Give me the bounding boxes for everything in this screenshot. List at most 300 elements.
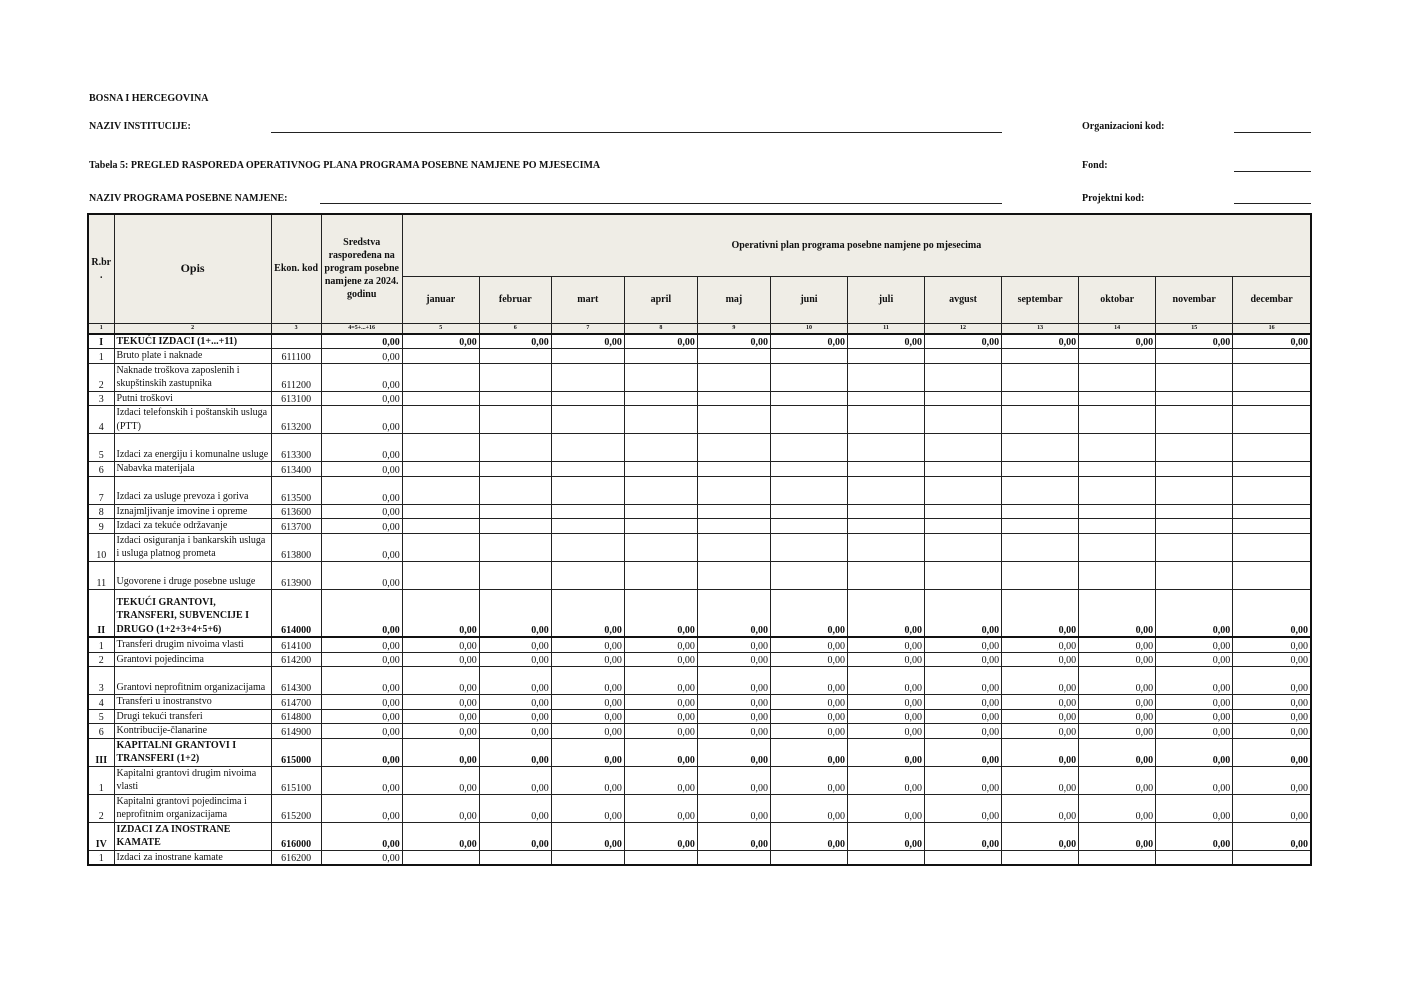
month-value-juni[interactable] bbox=[770, 349, 847, 364]
month-value-april[interactable]: 0,00 bbox=[624, 822, 697, 850]
month-value-septembar[interactable] bbox=[1002, 533, 1079, 561]
month-value-oktobar[interactable] bbox=[1079, 406, 1156, 434]
month-value-april[interactable]: 0,00 bbox=[624, 724, 697, 739]
month-value-januar[interactable] bbox=[402, 349, 479, 364]
month-value-oktobar[interactable]: 0,00 bbox=[1079, 766, 1156, 794]
month-value-septembar[interactable] bbox=[1002, 363, 1079, 391]
month-value-februar[interactable] bbox=[479, 363, 551, 391]
month-value-juli[interactable]: 0,00 bbox=[847, 667, 924, 695]
month-value-decembar[interactable] bbox=[1233, 462, 1311, 477]
month-value-mart[interactable]: 0,00 bbox=[551, 334, 624, 349]
month-value-novembar[interactable]: 0,00 bbox=[1156, 589, 1233, 637]
month-value-oktobar[interactable] bbox=[1079, 391, 1156, 406]
month-value-oktobar[interactable]: 0,00 bbox=[1079, 709, 1156, 724]
month-value-juli[interactable]: 0,00 bbox=[847, 822, 924, 850]
month-value-februar[interactable]: 0,00 bbox=[479, 738, 551, 766]
month-value-mart[interactable]: 0,00 bbox=[551, 667, 624, 695]
month-value-april[interactable]: 0,00 bbox=[624, 334, 697, 349]
month-value-mart[interactable]: 0,00 bbox=[551, 794, 624, 822]
month-value-avgust[interactable] bbox=[925, 406, 1002, 434]
month-value-juli[interactable]: 0,00 bbox=[847, 709, 924, 724]
month-value-januar[interactable] bbox=[402, 533, 479, 561]
month-value-juni[interactable] bbox=[770, 476, 847, 504]
month-value-avgust[interactable] bbox=[925, 363, 1002, 391]
month-value-januar[interactable] bbox=[402, 434, 479, 462]
month-value-septembar[interactable] bbox=[1002, 561, 1079, 589]
month-value-januar[interactable]: 0,00 bbox=[402, 822, 479, 850]
month-value-avgust[interactable]: 0,00 bbox=[925, 738, 1002, 766]
month-value-oktobar[interactable]: 0,00 bbox=[1079, 695, 1156, 710]
month-value-mart[interactable] bbox=[551, 533, 624, 561]
month-value-novembar[interactable]: 0,00 bbox=[1156, 667, 1233, 695]
month-value-maj[interactable]: 0,00 bbox=[697, 589, 770, 637]
annual-total: 0,00 bbox=[321, 504, 402, 519]
month-value-juli[interactable] bbox=[847, 349, 924, 364]
month-value-mart[interactable]: 0,00 bbox=[551, 709, 624, 724]
month-value-maj[interactable]: 0,00 bbox=[697, 652, 770, 667]
month-value-decembar[interactable]: 0,00 bbox=[1233, 334, 1311, 349]
month-value-mart[interactable] bbox=[551, 462, 624, 477]
month-value-avgust[interactable]: 0,00 bbox=[925, 637, 1002, 652]
month-value-januar[interactable]: 0,00 bbox=[402, 667, 479, 695]
month-header-septembar: septembar bbox=[1002, 276, 1079, 323]
month-value-juni[interactable]: 0,00 bbox=[770, 589, 847, 637]
month-value-avgust[interactable] bbox=[925, 561, 1002, 589]
month-value-mart[interactable]: 0,00 bbox=[551, 724, 624, 739]
month-value-avgust[interactable]: 0,00 bbox=[925, 822, 1002, 850]
month-value-oktobar[interactable]: 0,00 bbox=[1079, 822, 1156, 850]
month-value-oktobar[interactable]: 0,00 bbox=[1079, 738, 1156, 766]
month-value-oktobar[interactable] bbox=[1079, 533, 1156, 561]
month-value-juni[interactable] bbox=[770, 462, 847, 477]
fund-field-line[interactable] bbox=[1234, 171, 1311, 172]
month-value-novembar[interactable] bbox=[1156, 363, 1233, 391]
month-value-avgust[interactable] bbox=[925, 533, 1002, 561]
month-value-mart[interactable]: 0,00 bbox=[551, 822, 624, 850]
month-value-maj[interactable]: 0,00 bbox=[697, 667, 770, 695]
month-value-juni[interactable] bbox=[770, 561, 847, 589]
month-value-februar[interactable]: 0,00 bbox=[479, 794, 551, 822]
month-value-februar[interactable] bbox=[479, 476, 551, 504]
month-value-decembar[interactable] bbox=[1233, 391, 1311, 406]
month-value-mart[interactable]: 0,00 bbox=[551, 695, 624, 710]
month-value-oktobar[interactable] bbox=[1079, 349, 1156, 364]
month-value-decembar[interactable]: 0,00 bbox=[1233, 695, 1311, 710]
month-value-juni[interactable]: 0,00 bbox=[770, 652, 847, 667]
month-value-maj[interactable]: 0,00 bbox=[697, 724, 770, 739]
month-value-februar[interactable] bbox=[479, 533, 551, 561]
month-value-septembar[interactable]: 0,00 bbox=[1002, 724, 1079, 739]
month-value-septembar[interactable] bbox=[1002, 519, 1079, 534]
month-value-januar[interactable]: 0,00 bbox=[402, 794, 479, 822]
month-value-decembar[interactable] bbox=[1233, 434, 1311, 462]
month-value-juli[interactable] bbox=[847, 363, 924, 391]
month-value-septembar[interactable] bbox=[1002, 504, 1079, 519]
month-value-septembar[interactable]: 0,00 bbox=[1002, 794, 1079, 822]
month-value-april[interactable] bbox=[624, 476, 697, 504]
month-value-juni[interactable]: 0,00 bbox=[770, 738, 847, 766]
month-value-oktobar[interactable]: 0,00 bbox=[1079, 637, 1156, 652]
month-value-juni[interactable] bbox=[770, 391, 847, 406]
month-value-juni[interactable]: 0,00 bbox=[770, 724, 847, 739]
month-value-oktobar[interactable] bbox=[1079, 519, 1156, 534]
month-value-septembar[interactable] bbox=[1002, 434, 1079, 462]
month-value-juni[interactable] bbox=[770, 434, 847, 462]
month-value-januar[interactable] bbox=[402, 850, 479, 865]
month-value-maj[interactable] bbox=[697, 561, 770, 589]
month-value-juli[interactable]: 0,00 bbox=[847, 589, 924, 637]
month-value-avgust[interactable] bbox=[925, 850, 1002, 865]
month-value-juni[interactable]: 0,00 bbox=[770, 766, 847, 794]
month-value-februar[interactable]: 0,00 bbox=[479, 695, 551, 710]
month-value-novembar[interactable] bbox=[1156, 850, 1233, 865]
month-value-avgust[interactable]: 0,00 bbox=[925, 667, 1002, 695]
month-value-septembar[interactable] bbox=[1002, 476, 1079, 504]
month-value-novembar[interactable]: 0,00 bbox=[1156, 695, 1233, 710]
project-code-field-line[interactable] bbox=[1234, 203, 1311, 204]
month-value-novembar[interactable] bbox=[1156, 476, 1233, 504]
month-value-maj[interactable]: 0,00 bbox=[697, 334, 770, 349]
month-value-april[interactable]: 0,00 bbox=[624, 794, 697, 822]
month-value-novembar[interactable]: 0,00 bbox=[1156, 637, 1233, 652]
month-value-juli[interactable]: 0,00 bbox=[847, 766, 924, 794]
month-value-mart[interactable]: 0,00 bbox=[551, 637, 624, 652]
month-value-maj[interactable] bbox=[697, 363, 770, 391]
month-value-juli[interactable] bbox=[847, 533, 924, 561]
month-value-april[interactable]: 0,00 bbox=[624, 709, 697, 724]
month-value-septembar[interactable]: 0,00 bbox=[1002, 589, 1079, 637]
month-value-decembar[interactable]: 0,00 bbox=[1233, 794, 1311, 822]
month-value-juni[interactable] bbox=[770, 533, 847, 561]
institution-field-line[interactable] bbox=[271, 132, 1002, 133]
month-value-juni[interactable] bbox=[770, 406, 847, 434]
month-value-april[interactable]: 0,00 bbox=[624, 738, 697, 766]
month-value-oktobar[interactable] bbox=[1079, 434, 1156, 462]
month-value-septembar[interactable]: 0,00 bbox=[1002, 709, 1079, 724]
month-value-mart[interactable] bbox=[551, 391, 624, 406]
month-value-februar[interactable]: 0,00 bbox=[479, 637, 551, 652]
month-value-novembar[interactable] bbox=[1156, 504, 1233, 519]
month-value-juli[interactable] bbox=[847, 850, 924, 865]
month-value-oktobar[interactable]: 0,00 bbox=[1079, 652, 1156, 667]
month-value-januar[interactable]: 0,00 bbox=[402, 652, 479, 667]
month-value-juli[interactable]: 0,00 bbox=[847, 652, 924, 667]
month-value-juli[interactable]: 0,00 bbox=[847, 637, 924, 652]
row-description: Transferi drugim nivoima vlasti bbox=[114, 637, 271, 652]
month-value-novembar[interactable] bbox=[1156, 406, 1233, 434]
month-value-januar[interactable] bbox=[402, 519, 479, 534]
month-value-decembar[interactable] bbox=[1233, 533, 1311, 561]
program-name-field-line[interactable] bbox=[320, 203, 1002, 204]
month-value-februar[interactable] bbox=[479, 462, 551, 477]
month-value-decembar[interactable]: 0,00 bbox=[1233, 652, 1311, 667]
month-value-avgust[interactable]: 0,00 bbox=[925, 766, 1002, 794]
month-value-maj[interactable] bbox=[697, 349, 770, 364]
month-value-juli[interactable] bbox=[847, 391, 924, 406]
month-value-juni[interactable]: 0,00 bbox=[770, 794, 847, 822]
month-value-april[interactable]: 0,00 bbox=[624, 695, 697, 710]
month-value-decembar[interactable]: 0,00 bbox=[1233, 709, 1311, 724]
month-value-januar[interactable]: 0,00 bbox=[402, 738, 479, 766]
month-value-mart[interactable]: 0,00 bbox=[551, 652, 624, 667]
month-value-april[interactable] bbox=[624, 363, 697, 391]
month-value-januar[interactable] bbox=[402, 561, 479, 589]
month-value-oktobar[interactable]: 0,00 bbox=[1079, 724, 1156, 739]
month-value-maj[interactable]: 0,00 bbox=[697, 738, 770, 766]
month-value-februar[interactable] bbox=[479, 391, 551, 406]
month-value-juli[interactable] bbox=[847, 462, 924, 477]
month-value-decembar[interactable] bbox=[1233, 406, 1311, 434]
month-value-juli[interactable]: 0,00 bbox=[847, 738, 924, 766]
month-value-mart[interactable] bbox=[551, 349, 624, 364]
month-value-februar[interactable]: 0,00 bbox=[479, 652, 551, 667]
month-value-mart[interactable] bbox=[551, 519, 624, 534]
month-value-novembar[interactable]: 0,00 bbox=[1156, 794, 1233, 822]
month-value-januar[interactable] bbox=[402, 391, 479, 406]
month-value-maj[interactable] bbox=[697, 406, 770, 434]
month-value-februar[interactable] bbox=[479, 850, 551, 865]
month-value-septembar[interactable]: 0,00 bbox=[1002, 652, 1079, 667]
month-value-mart[interactable] bbox=[551, 561, 624, 589]
month-value-maj[interactable]: 0,00 bbox=[697, 822, 770, 850]
month-value-decembar[interactable] bbox=[1233, 561, 1311, 589]
month-value-novembar[interactable]: 0,00 bbox=[1156, 334, 1233, 349]
month-value-avgust[interactable] bbox=[925, 476, 1002, 504]
month-value-septembar[interactable]: 0,00 bbox=[1002, 637, 1079, 652]
month-value-septembar[interactable]: 0,00 bbox=[1002, 766, 1079, 794]
month-value-juni[interactable]: 0,00 bbox=[770, 334, 847, 349]
month-value-juni[interactable]: 0,00 bbox=[770, 822, 847, 850]
month-value-avgust[interactable] bbox=[925, 391, 1002, 406]
month-value-decembar[interactable] bbox=[1233, 850, 1311, 865]
month-value-septembar[interactable] bbox=[1002, 391, 1079, 406]
month-value-februar[interactable]: 0,00 bbox=[479, 589, 551, 637]
month-value-septembar[interactable]: 0,00 bbox=[1002, 695, 1079, 710]
month-value-decembar[interactable]: 0,00 bbox=[1233, 724, 1311, 739]
month-value-januar[interactable] bbox=[402, 462, 479, 477]
month-value-maj[interactable] bbox=[697, 462, 770, 477]
month-value-januar[interactable]: 0,00 bbox=[402, 637, 479, 652]
month-value-april[interactable] bbox=[624, 462, 697, 477]
month-value-maj[interactable]: 0,00 bbox=[697, 637, 770, 652]
month-value-maj[interactable]: 0,00 bbox=[697, 709, 770, 724]
month-value-oktobar[interactable] bbox=[1079, 476, 1156, 504]
month-value-april[interactable]: 0,00 bbox=[624, 589, 697, 637]
row-number: I bbox=[88, 334, 114, 349]
month-value-januar[interactable] bbox=[402, 406, 479, 434]
month-value-februar[interactable]: 0,00 bbox=[479, 766, 551, 794]
month-value-februar[interactable] bbox=[479, 434, 551, 462]
month-value-avgust[interactable]: 0,00 bbox=[925, 794, 1002, 822]
month-value-maj[interactable]: 0,00 bbox=[697, 766, 770, 794]
month-value-maj[interactable] bbox=[697, 434, 770, 462]
month-value-mart[interactable]: 0,00 bbox=[551, 766, 624, 794]
month-value-novembar[interactable]: 0,00 bbox=[1156, 766, 1233, 794]
month-value-maj[interactable] bbox=[697, 504, 770, 519]
month-value-april[interactable] bbox=[624, 406, 697, 434]
month-value-oktobar[interactable] bbox=[1079, 561, 1156, 589]
month-value-decembar[interactable]: 0,00 bbox=[1233, 589, 1311, 637]
month-value-novembar[interactable]: 0,00 bbox=[1156, 738, 1233, 766]
table-row bbox=[88, 504, 1311, 519]
month-value-avgust[interactable] bbox=[925, 434, 1002, 462]
month-value-novembar[interactable] bbox=[1156, 391, 1233, 406]
month-value-avgust[interactable]: 0,00 bbox=[925, 589, 1002, 637]
month-value-maj[interactable] bbox=[697, 850, 770, 865]
month-value-juli[interactable]: 0,00 bbox=[847, 695, 924, 710]
month-value-mart[interactable] bbox=[551, 434, 624, 462]
month-value-novembar[interactable] bbox=[1156, 561, 1233, 589]
month-value-februar[interactable] bbox=[479, 561, 551, 589]
month-value-maj[interactable] bbox=[697, 391, 770, 406]
month-value-oktobar[interactable]: 0,00 bbox=[1079, 794, 1156, 822]
month-value-februar[interactable]: 0,00 bbox=[479, 822, 551, 850]
month-value-april[interactable] bbox=[624, 349, 697, 364]
month-value-septembar[interactable]: 0,00 bbox=[1002, 822, 1079, 850]
month-value-oktobar[interactable]: 0,00 bbox=[1079, 334, 1156, 349]
month-value-februar[interactable] bbox=[479, 504, 551, 519]
month-value-juni[interactable] bbox=[770, 850, 847, 865]
month-value-avgust[interactable]: 0,00 bbox=[925, 709, 1002, 724]
month-value-februar[interactable] bbox=[479, 406, 551, 434]
month-value-avgust[interactable]: 0,00 bbox=[925, 695, 1002, 710]
month-value-avgust[interactable] bbox=[925, 504, 1002, 519]
month-value-februar[interactable]: 0,00 bbox=[479, 724, 551, 739]
month-value-septembar[interactable]: 0,00 bbox=[1002, 334, 1079, 349]
month-value-septembar[interactable]: 0,00 bbox=[1002, 667, 1079, 695]
month-value-septembar[interactable] bbox=[1002, 462, 1079, 477]
month-value-novembar[interactable]: 0,00 bbox=[1156, 652, 1233, 667]
month-value-avgust[interactable] bbox=[925, 462, 1002, 477]
row-description: Bruto plate i naknade bbox=[114, 349, 271, 364]
month-value-april[interactable] bbox=[624, 533, 697, 561]
month-value-mart[interactable] bbox=[551, 363, 624, 391]
month-value-maj[interactable] bbox=[697, 519, 770, 534]
month-value-novembar[interactable] bbox=[1156, 533, 1233, 561]
month-value-april[interactable]: 0,00 bbox=[624, 766, 697, 794]
month-value-decembar[interactable]: 0,00 bbox=[1233, 766, 1311, 794]
month-value-juni[interactable] bbox=[770, 363, 847, 391]
month-value-septembar[interactable] bbox=[1002, 850, 1079, 865]
month-value-mart[interactable] bbox=[551, 850, 624, 865]
month-value-decembar[interactable] bbox=[1233, 476, 1311, 504]
month-value-februar[interactable]: 0,00 bbox=[479, 334, 551, 349]
month-value-decembar[interactable] bbox=[1233, 349, 1311, 364]
month-value-april[interactable] bbox=[624, 519, 697, 534]
month-value-avgust[interactable]: 0,00 bbox=[925, 724, 1002, 739]
month-value-avgust[interactable] bbox=[925, 349, 1002, 364]
month-value-januar[interactable]: 0,00 bbox=[402, 695, 479, 710]
month-value-novembar[interactable]: 0,00 bbox=[1156, 709, 1233, 724]
month-value-juli[interactable] bbox=[847, 406, 924, 434]
month-value-maj[interactable]: 0,00 bbox=[697, 695, 770, 710]
month-value-juli[interactable] bbox=[847, 476, 924, 504]
month-value-decembar[interactable] bbox=[1233, 363, 1311, 391]
month-value-decembar[interactable]: 0,00 bbox=[1233, 637, 1311, 652]
month-value-februar[interactable] bbox=[479, 349, 551, 364]
month-value-juli[interactable] bbox=[847, 434, 924, 462]
month-value-oktobar[interactable] bbox=[1079, 462, 1156, 477]
month-value-decembar[interactable]: 0,00 bbox=[1233, 738, 1311, 766]
month-value-novembar[interactable]: 0,00 bbox=[1156, 724, 1233, 739]
month-value-maj[interactable]: 0,00 bbox=[697, 794, 770, 822]
month-value-mart[interactable]: 0,00 bbox=[551, 589, 624, 637]
month-value-april[interactable]: 0,00 bbox=[624, 637, 697, 652]
month-value-avgust[interactable]: 0,00 bbox=[925, 334, 1002, 349]
month-value-april[interactable]: 0,00 bbox=[624, 652, 697, 667]
month-value-novembar[interactable]: 0,00 bbox=[1156, 822, 1233, 850]
month-value-april[interactable] bbox=[624, 850, 697, 865]
month-value-juli[interactable]: 0,00 bbox=[847, 724, 924, 739]
month-value-april[interactable] bbox=[624, 391, 697, 406]
month-value-oktobar[interactable] bbox=[1079, 850, 1156, 865]
month-value-juli[interactable] bbox=[847, 519, 924, 534]
month-value-septembar[interactable]: 0,00 bbox=[1002, 738, 1079, 766]
month-value-januar[interactable] bbox=[402, 476, 479, 504]
month-value-juni[interactable] bbox=[770, 504, 847, 519]
org-code-field-line[interactable] bbox=[1234, 132, 1311, 133]
month-value-januar[interactable]: 0,00 bbox=[402, 766, 479, 794]
month-value-septembar[interactable] bbox=[1002, 406, 1079, 434]
month-value-oktobar[interactable]: 0,00 bbox=[1079, 589, 1156, 637]
month-value-juni[interactable]: 0,00 bbox=[770, 637, 847, 652]
month-value-mart[interactable] bbox=[551, 476, 624, 504]
month-value-mart[interactable] bbox=[551, 406, 624, 434]
month-value-novembar[interactable] bbox=[1156, 349, 1233, 364]
month-value-april[interactable] bbox=[624, 561, 697, 589]
month-value-januar[interactable]: 0,00 bbox=[402, 709, 479, 724]
month-value-oktobar[interactable]: 0,00 bbox=[1079, 667, 1156, 695]
month-value-novembar[interactable] bbox=[1156, 434, 1233, 462]
month-value-decembar[interactable]: 0,00 bbox=[1233, 667, 1311, 695]
month-value-novembar[interactable] bbox=[1156, 462, 1233, 477]
month-value-decembar[interactable] bbox=[1233, 504, 1311, 519]
month-value-juli[interactable]: 0,00 bbox=[847, 794, 924, 822]
month-value-juni[interactable]: 0,00 bbox=[770, 709, 847, 724]
month-value-april[interactable]: 0,00 bbox=[624, 667, 697, 695]
month-value-februar[interactable]: 0,00 bbox=[479, 709, 551, 724]
month-value-avgust[interactable]: 0,00 bbox=[925, 652, 1002, 667]
month-value-avgust[interactable] bbox=[925, 519, 1002, 534]
month-value-juni[interactable]: 0,00 bbox=[770, 695, 847, 710]
column-number: 8 bbox=[624, 323, 697, 334]
month-value-februar[interactable] bbox=[479, 519, 551, 534]
month-value-maj[interactable] bbox=[697, 476, 770, 504]
month-value-septembar[interactable] bbox=[1002, 349, 1079, 364]
month-value-januar[interactable]: 0,00 bbox=[402, 724, 479, 739]
month-value-oktobar[interactable] bbox=[1079, 363, 1156, 391]
month-value-april[interactable] bbox=[624, 504, 697, 519]
month-value-mart[interactable] bbox=[551, 504, 624, 519]
month-value-juli[interactable]: 0,00 bbox=[847, 334, 924, 349]
month-value-januar[interactable] bbox=[402, 363, 479, 391]
month-value-oktobar[interactable] bbox=[1079, 504, 1156, 519]
month-value-decembar[interactable] bbox=[1233, 519, 1311, 534]
month-value-juli[interactable] bbox=[847, 561, 924, 589]
month-value-juli[interactable] bbox=[847, 504, 924, 519]
month-value-januar[interactable]: 0,00 bbox=[402, 589, 479, 637]
month-value-maj[interactable] bbox=[697, 533, 770, 561]
month-value-januar[interactable] bbox=[402, 504, 479, 519]
month-value-juni[interactable]: 0,00 bbox=[770, 667, 847, 695]
month-value-juni[interactable] bbox=[770, 519, 847, 534]
month-value-februar[interactable]: 0,00 bbox=[479, 667, 551, 695]
month-value-decembar[interactable]: 0,00 bbox=[1233, 822, 1311, 850]
month-value-april[interactable] bbox=[624, 434, 697, 462]
month-value-novembar[interactable] bbox=[1156, 519, 1233, 534]
month-value-mart[interactable]: 0,00 bbox=[551, 738, 624, 766]
month-value-januar[interactable]: 0,00 bbox=[402, 334, 479, 349]
